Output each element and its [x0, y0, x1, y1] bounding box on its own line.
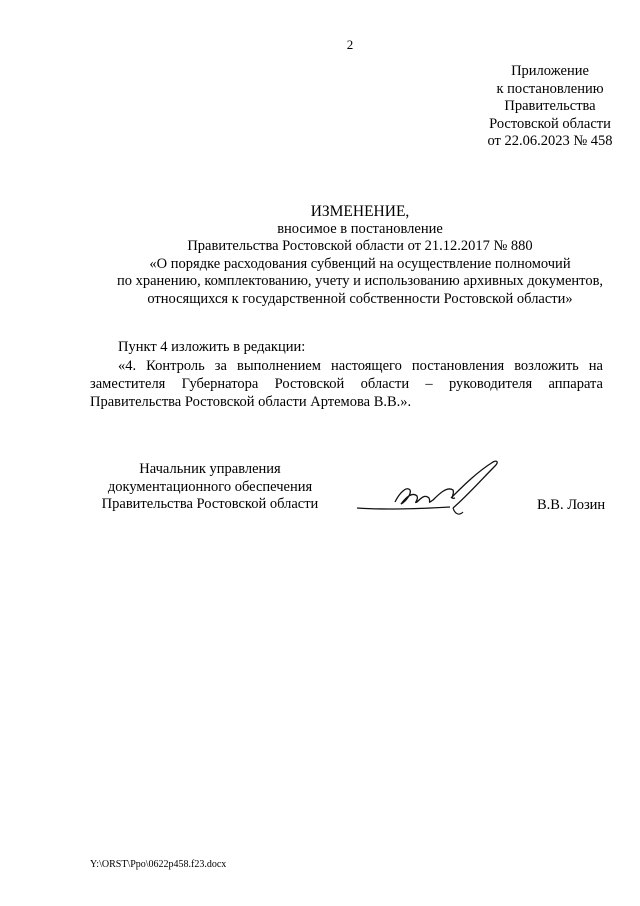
title-line: относящихся к государственной собственности Ростовской области»: [147, 290, 573, 307]
file-path-footer: Y:\ORST\Ppo\0622p458.f23.docx: [90, 859, 227, 870]
appendix-line: от 22.06.2023 № 458: [487, 133, 613, 149]
position-line: Правительства Ростовской области: [101, 496, 319, 512]
appendix-header: [440, 63, 640, 151]
appendix-line: Ростовской области: [489, 115, 611, 132]
title-heading: ИЗМЕНЕНИЕ,: [310, 203, 410, 220]
title-line: «О порядке расходования субвенций на осуществление полномочий: [149, 255, 571, 272]
title-line: Правительства Ростовской области от 21.12.2017 № 880: [187, 238, 533, 254]
body-paragraph-amendment: «4. Контроль за выполнением настоящего постановления возложить на заместителя Губернатора Ростовской области – руководителя аппарата Правительства Ростовской области Артемова В.В.».: [90, 358, 603, 410]
document-title: [40, 203, 640, 308]
position-line: документационного обеспечения: [107, 478, 313, 495]
title-line: вносимое в постановление: [277, 220, 443, 237]
appendix-line: Приложение: [511, 63, 589, 79]
signatory-position: [90, 461, 330, 514]
position-line: Начальник управления: [139, 461, 281, 477]
body-paragraph-intro: Пункт 4 изложить в редакции:: [118, 339, 306, 355]
appendix-line: к постановлению: [496, 80, 604, 97]
appendix-line: Правительства: [504, 98, 596, 114]
handwritten-signature: [355, 452, 515, 522]
title-line: по хранению, комплектованию, учету и использованию архивных документов,: [116, 273, 604, 289]
page-number: 2: [346, 37, 354, 52]
signer-name: В.В. Лозин: [537, 497, 606, 513]
